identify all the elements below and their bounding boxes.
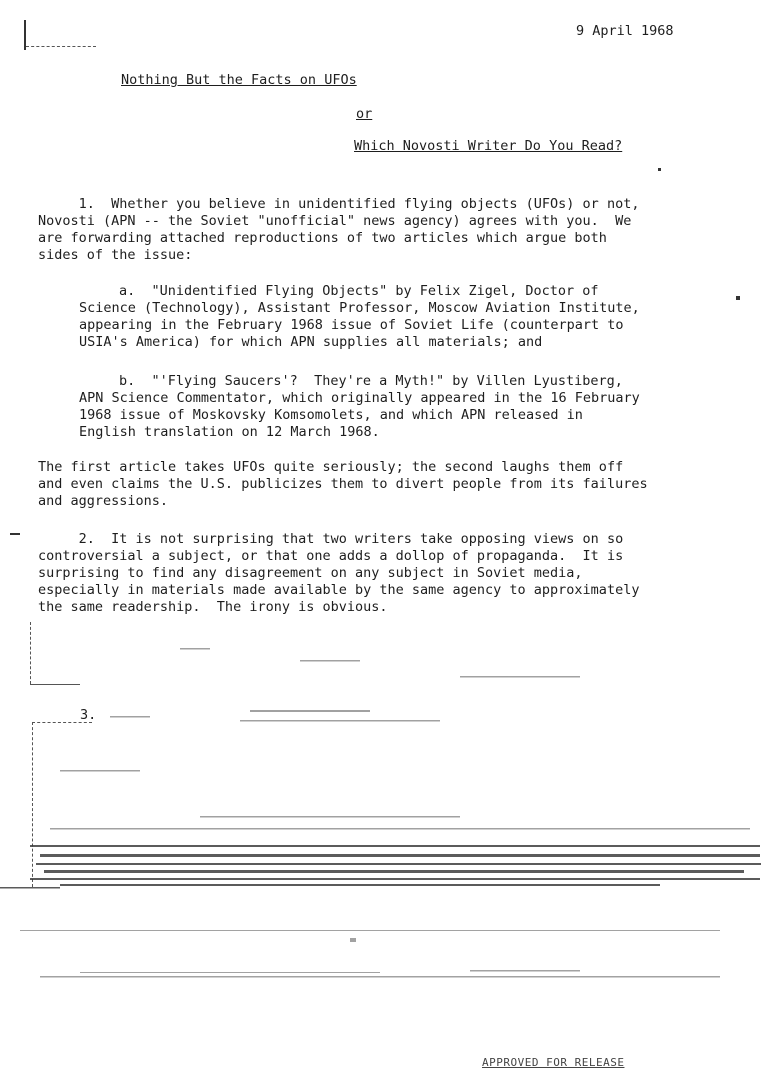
corner-mark-dash — [26, 46, 96, 47]
text-line: 2. It is not surprising that two writers take opposing views on so — [38, 531, 624, 547]
title-or: or — [356, 106, 373, 122]
stray-mark — [736, 296, 740, 300]
document-date: 9 April 1968 — [576, 23, 674, 39]
text-line: APN Science Commentator, which originally appeared in the 16 February — [79, 390, 640, 406]
text-line: USIA's America) for which APN supplies all materials; and — [79, 334, 543, 350]
stray-mark — [10, 533, 20, 535]
text-line: are forwarding attached reproductions of two articles which argue both — [38, 230, 607, 246]
text-line: a. "Unidentified Flying Objects" by Felix Zigel, Doctor of — [119, 283, 599, 299]
text-line: 1. Whether you believe in unidentified flying objects (UFOs) or not, — [38, 196, 640, 212]
text-line: appearing in the February 1968 issue of Soviet Life (counterpart to — [79, 317, 624, 333]
text-line: and aggressions. — [38, 493, 169, 509]
text-line: 1968 issue of Moskovsky Komsomolets, and which APN released in — [79, 407, 583, 423]
text-line: and even claims the U.S. publicizes them to divert people from its failures — [38, 476, 648, 492]
text-line: surprising to find any disagreement on any subject in Soviet media, — [38, 565, 583, 581]
text-line: Novosti (APN -- the Soviet "unofficial" news agency) agrees with you. We — [38, 213, 632, 229]
text-line: Science (Technology), Assistant Professor, Moscow Aviation Institute, — [79, 300, 640, 316]
text-line: controversial a subject, or that one adds a dollop of propaganda. It is — [38, 548, 624, 564]
redacted-scan-noise — [0, 620, 768, 1040]
document-subtitle: Which Novosti Writer Do You Read? — [354, 138, 623, 154]
stray-mark — [658, 168, 661, 171]
text-line: The first article takes UFOs quite seriously; the second laughs them off — [38, 459, 624, 475]
text-line: English translation on 12 March 1968. — [79, 424, 380, 440]
text-line: sides of the issue: — [38, 247, 193, 263]
text-line: b. "'Flying Saucers'? They're a Myth!" by Villen Lyustiberg, — [119, 373, 623, 389]
text-line: especially in materials made available by the same agency to approximately — [38, 582, 640, 598]
paragraph-3-number: 3. — [80, 707, 97, 723]
document-title: Nothing But the Facts on UFOs — [121, 72, 357, 88]
text-line: the same readership. The irony is obvious. — [38, 599, 388, 615]
approval-stamp: APPROVED FOR RELEASE — [482, 1056, 625, 1069]
